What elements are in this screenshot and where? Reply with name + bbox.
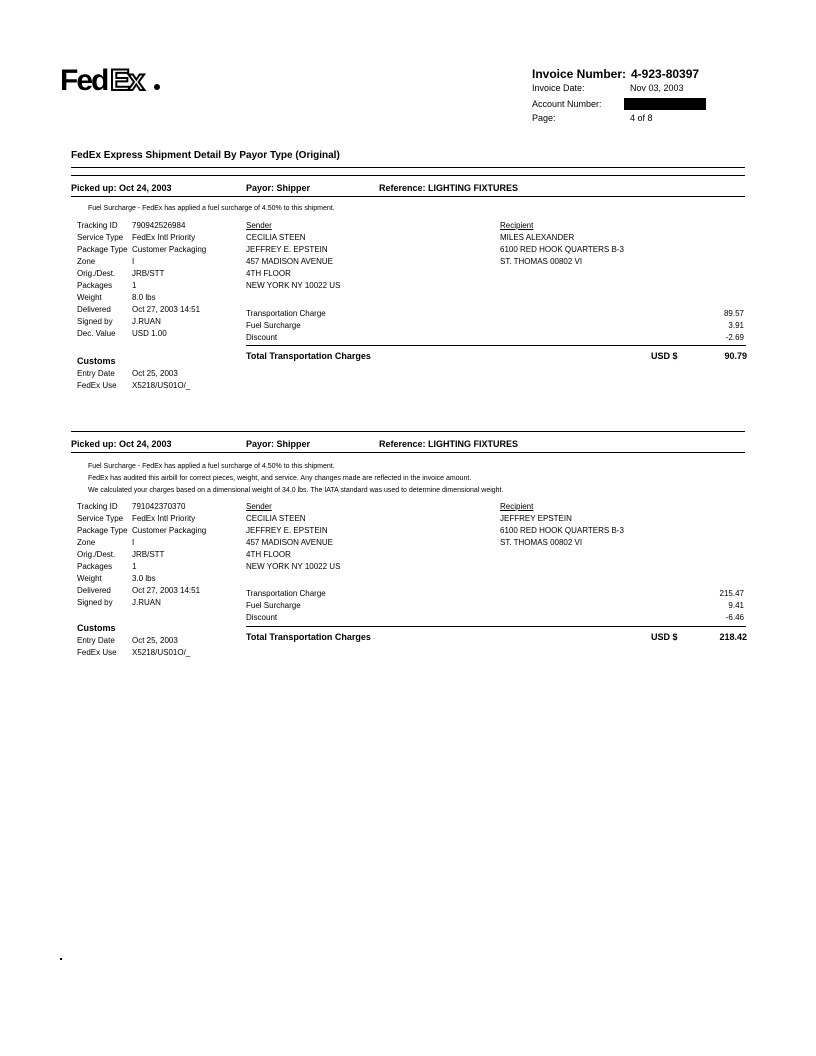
shipment-note: We calculated your charges based on a dimensional weight of 34.0 lbs. The IATA standard was used to determine dimensional weight. (88, 487, 504, 494)
detail-label: Delivered (77, 586, 111, 595)
detail-value: I (132, 257, 135, 266)
reference: Reference: LIGHTING FIXTURES (379, 183, 519, 193)
shipment-note: FedEx has audited this airbill for correct pieces, weight, and service. Any changes made are reflected in the invoice amount. (88, 475, 472, 482)
detail-label: Tracking ID (77, 221, 118, 230)
customs-value: X5218/US01O/_ (132, 648, 191, 657)
stray-mark (60, 958, 62, 960)
recipient-line: JEFFREY EPSTEIN (500, 514, 572, 523)
shipment-note: Fuel Surcharge - FedEx has applied a fuel surcharge of 4.50% to this shipment. (88, 205, 335, 212)
detail-value: Oct 27, 2003 14:51 (132, 305, 201, 314)
invoice-date-label: Invoice Date: (532, 83, 585, 93)
fedex-logo (60, 60, 170, 98)
customs-label: Entry Date (77, 636, 115, 645)
detail-label: Service Type (77, 233, 124, 242)
detail-value: FedEx Intl Priority (132, 514, 196, 523)
page-label: Page: (532, 113, 556, 123)
customs-value: X5218/US01O/_ (132, 381, 191, 390)
sender-line: NEW YORK NY 10022 US (246, 562, 341, 571)
charge-amounts (680, 588, 744, 624)
detail-label: Orig./Dest. (77, 550, 116, 559)
divider (71, 431, 745, 432)
detail-label: Packages (77, 562, 113, 571)
detail-label: Weight (77, 293, 102, 302)
detail-value: J.RUAN (132, 317, 161, 326)
charge-label: Fuel Surcharge (246, 601, 301, 610)
detail-value: Customer Packaging (132, 526, 207, 535)
divider (71, 196, 745, 197)
recipient-heading: Recipient (500, 502, 534, 511)
detail-value: USD 1.00 (132, 329, 167, 338)
svg-text:Ex: Ex (110, 64, 143, 97)
customs-values (132, 635, 190, 659)
detail-value: JRB/STT (132, 269, 165, 278)
total-divider (246, 345, 746, 346)
detail-list (77, 501, 128, 609)
recipient-line: ST. THOMAS 00802 VI (500, 538, 583, 547)
detail-values (132, 220, 206, 340)
detail-value: 1 (132, 562, 137, 571)
recipient-block (500, 220, 624, 268)
sender-line: 4TH FLOOR (246, 269, 291, 278)
sender-block (246, 220, 340, 292)
detail-label: Package Type (77, 526, 128, 535)
detail-list (77, 220, 128, 340)
customs-labels (77, 635, 117, 659)
sender-block (246, 501, 340, 573)
customs-values (132, 368, 190, 392)
charge-amount: 89.57 (723, 309, 744, 318)
total-label: Total Transportation Charges (246, 632, 371, 642)
charge-amounts (680, 308, 744, 344)
section-title: FedEx Express Shipment Detail By Payor Type (Original) (71, 150, 340, 161)
customs-label: Entry Date (77, 369, 115, 378)
recipient-line: 6100 RED HOOK QUARTERS B-3 (500, 526, 624, 535)
invoice-date: Nov 03, 2003 (630, 83, 684, 93)
page-number: 4 of 8 (630, 113, 653, 123)
detail-label: Tracking ID (77, 502, 118, 511)
charge-label: Discount (246, 613, 278, 622)
charge-amount: 9.41 (728, 601, 744, 610)
sender-line: NEW YORK NY 10022 US (246, 281, 341, 290)
detail-value: Customer Packaging (132, 245, 207, 254)
divider (71, 175, 745, 176)
sender-heading: Sender (246, 502, 272, 511)
total-amount: 90.79 (724, 351, 747, 361)
svg-text:Fed: Fed (60, 64, 108, 97)
detail-value: FedEx Intl Priority (132, 233, 196, 242)
detail-label: Signed by (77, 598, 113, 607)
charge-amount: -2.69 (725, 333, 744, 342)
shipment-note: Fuel Surcharge - FedEx has applied a fuel surcharge of 4.50% to this shipment. (88, 463, 335, 470)
charge-label: Transportation Charge (246, 589, 326, 598)
detail-value: I (132, 538, 135, 547)
customs-value: Oct 25, 2003 (132, 369, 178, 378)
sender-line: 457 MADISON AVENUE (246, 257, 333, 266)
recipient-block (500, 501, 624, 549)
recipient-line: ST. THOMAS 00802 VI (500, 257, 583, 266)
charge-label: Fuel Surcharge (246, 321, 301, 330)
sender-line: CECILIA STEEN (246, 233, 306, 242)
charge-labels (246, 588, 326, 624)
detail-label: Packages (77, 281, 113, 290)
recipient-heading: Recipient (500, 221, 534, 230)
divider (71, 167, 745, 168)
charge-amount: 3.91 (728, 321, 744, 330)
detail-value: 8.0 lbs (132, 293, 156, 302)
charge-labels (246, 308, 326, 344)
detail-value: 3.0 lbs (132, 574, 156, 583)
detail-label: Zone (77, 257, 96, 266)
recipient-line: MILES ALEXANDER (500, 233, 575, 242)
detail-label: Package Type (77, 245, 128, 254)
detail-value: 790942526984 (132, 221, 186, 230)
customs-value: Oct 25, 2003 (132, 636, 178, 645)
charge-label: Transportation Charge (246, 309, 326, 318)
detail-value: 791042370370 (132, 502, 186, 511)
shipment-notes (88, 461, 503, 497)
account-number-label: Account Number: (532, 99, 602, 109)
detail-label: Service Type (77, 514, 124, 523)
divider (71, 452, 745, 453)
total-currency: USD $ (651, 632, 678, 642)
total-label: Total Transportation Charges (246, 351, 371, 361)
account-number-redaction (624, 98, 706, 110)
sender-line: 457 MADISON AVENUE (246, 538, 333, 547)
payor: Payor: Shipper (246, 183, 311, 193)
total-currency: USD $ (651, 351, 678, 361)
invoice-number-label: Invoice Number: (532, 67, 627, 81)
picked-up-date: Picked up: Oct 24, 2003 (71, 183, 172, 193)
charge-amount: 215.47 (719, 589, 744, 598)
customs-heading: Customs (77, 623, 116, 633)
total-amount: 218.42 (719, 632, 747, 642)
sender-line: JEFFREY E. EPSTEIN (246, 526, 328, 535)
reference: Reference: LIGHTING FIXTURES (379, 439, 519, 449)
customs-label: FedEx Use (77, 381, 117, 390)
sender-heading: Sender (246, 221, 272, 230)
detail-value: JRB/STT (132, 550, 165, 559)
picked-up-date: Picked up: Oct 24, 2003 (71, 439, 172, 449)
total-divider (246, 626, 746, 627)
detail-label: Signed by (77, 317, 113, 326)
sender-line: JEFFREY E. EPSTEIN (246, 245, 328, 254)
detail-label: Orig./Dest. (77, 269, 116, 278)
charge-amount: -6.46 (725, 613, 744, 622)
payor: Payor: Shipper (246, 439, 311, 449)
detail-value: J.RUAN (132, 598, 161, 607)
customs-label: FedEx Use (77, 648, 117, 657)
detail-value: 1 (132, 281, 137, 290)
detail-label: Zone (77, 538, 96, 547)
recipient-line: 6100 RED HOOK QUARTERS B-3 (500, 245, 624, 254)
detail-value: Oct 27, 2003 14:51 (132, 586, 201, 595)
invoice-number: 4-923-80397 (631, 67, 700, 81)
detail-label: Delivered (77, 305, 111, 314)
detail-values (132, 501, 206, 609)
customs-labels (77, 368, 117, 392)
detail-label: Weight (77, 574, 102, 583)
sender-line: 4TH FLOOR (246, 550, 291, 559)
customs-heading: Customs (77, 356, 116, 366)
sender-line: CECILIA STEEN (246, 514, 306, 523)
charge-label: Discount (246, 333, 278, 342)
detail-label: Dec. Value (77, 329, 116, 338)
